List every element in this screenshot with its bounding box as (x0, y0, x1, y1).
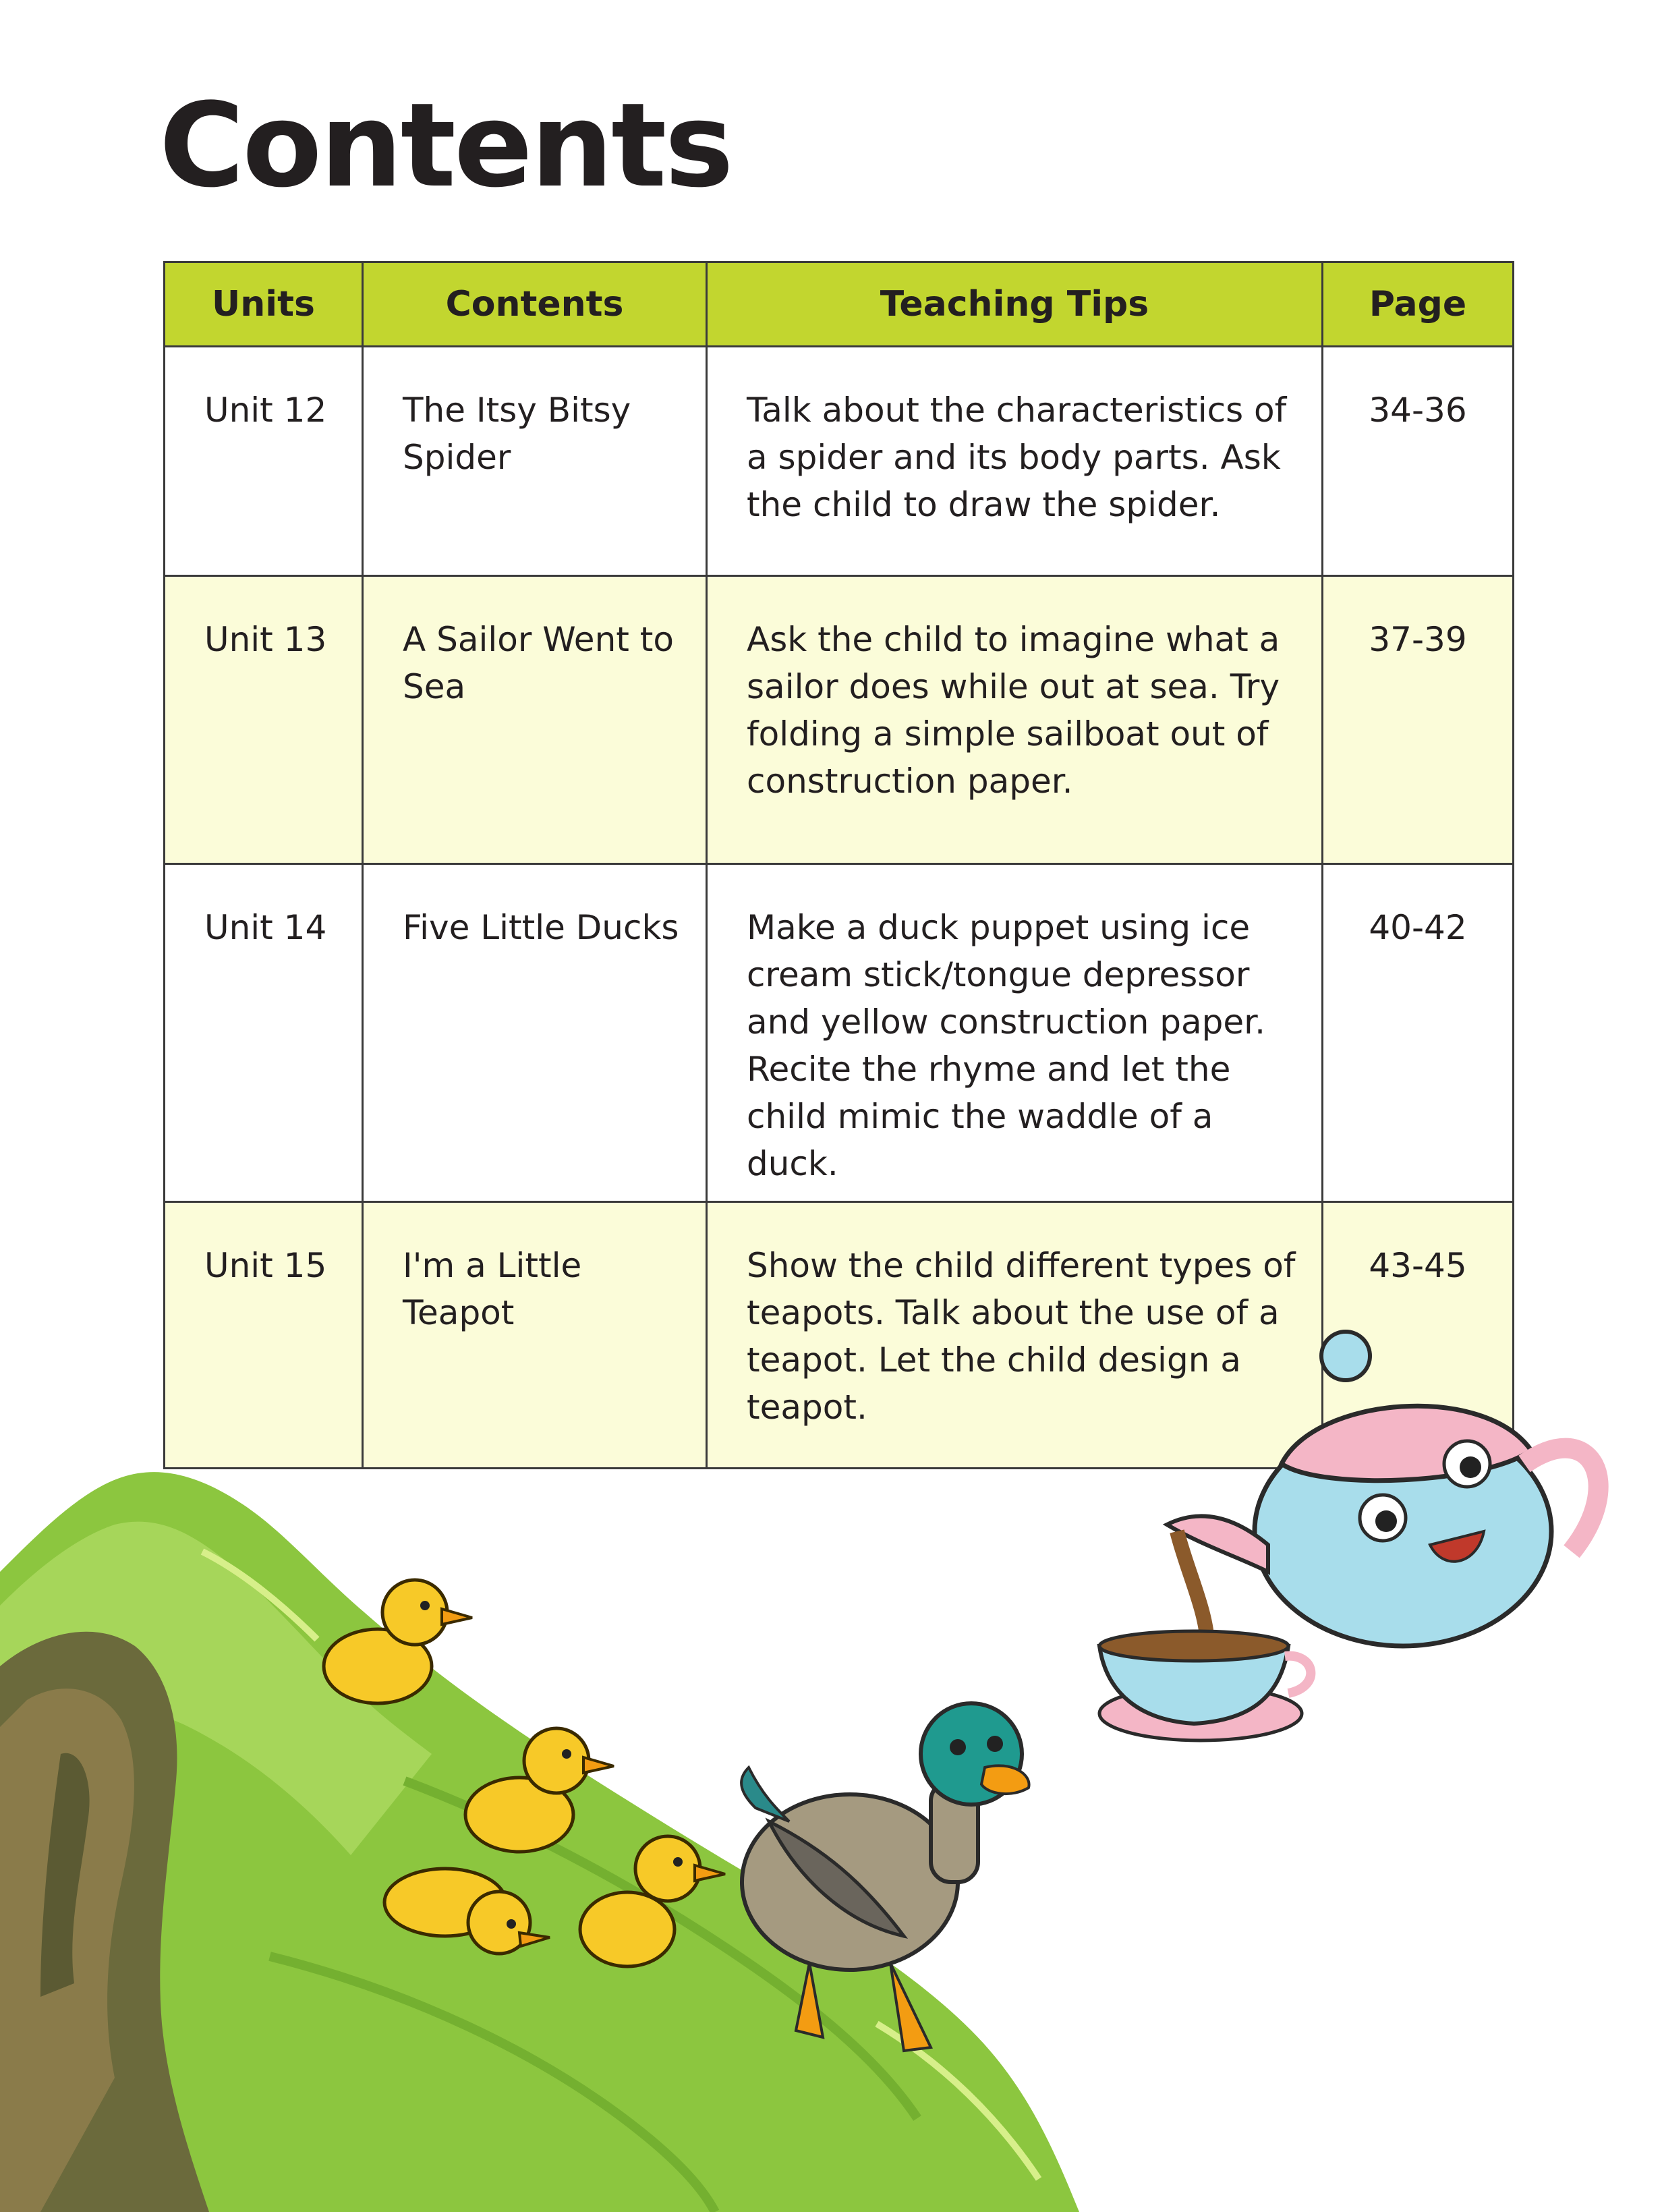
content-cell: I'm a Little Teapot (363, 1202, 707, 1469)
contents-table (163, 261, 1514, 1469)
table-row (165, 1202, 1514, 1469)
unit-cell: Unit 14 (165, 864, 363, 1202)
table-row (165, 864, 1514, 1202)
unit-cell: Unit 12 (165, 347, 363, 576)
table-row (165, 347, 1514, 576)
teacup-icon (1099, 1531, 1311, 1740)
header-contents: Contents (363, 262, 707, 347)
unit-cell: Unit 15 (165, 1202, 363, 1469)
page-cell: 40-42 (1323, 864, 1514, 1202)
duckling-icon (465, 1728, 614, 1852)
duckling-icon (384, 1869, 550, 1954)
table-row (165, 576, 1514, 864)
mother-duck-icon (741, 1703, 1029, 2051)
page-cell: 43-45 (1323, 1202, 1514, 1469)
duckling-icon (324, 1580, 472, 1703)
page-cell: 34-36 (1323, 347, 1514, 576)
page-title: Contents (159, 78, 732, 213)
content-cell: Five Little Ducks (363, 864, 707, 1202)
content-cell: The Itsy Bitsy Spider (363, 347, 707, 576)
page-cell: 37-39 (1323, 576, 1514, 864)
table-header-row (165, 262, 1514, 347)
tip-cell: Show the child different types of teapots. Talk about the use of a teapot. Let the child design a teapot. (707, 1202, 1323, 1469)
content-cell: A Sailor Went to Sea (363, 576, 707, 864)
tip-cell: Talk about the characteristics of a spider and its body parts. Ask the child to draw the spider. (707, 347, 1323, 576)
header-units: Units (165, 262, 363, 347)
duckling-icon (580, 1836, 725, 1966)
tip-cell: Ask the child to imagine what a sailor does while out at sea. Try folding a simple sailboat out of construction paper. (707, 576, 1323, 864)
unit-cell: Unit 13 (165, 576, 363, 864)
header-page: Page (1323, 262, 1514, 347)
header-teaching-tips: Teaching Tips (707, 262, 1323, 347)
grassy-hill-icon (0, 1472, 1079, 2212)
tip-cell: Make a duck puppet using ice cream stick/tongue depressor and yellow construction paper. Recite the rhyme and let the child mimic the waddle of a duck. (707, 864, 1323, 1202)
